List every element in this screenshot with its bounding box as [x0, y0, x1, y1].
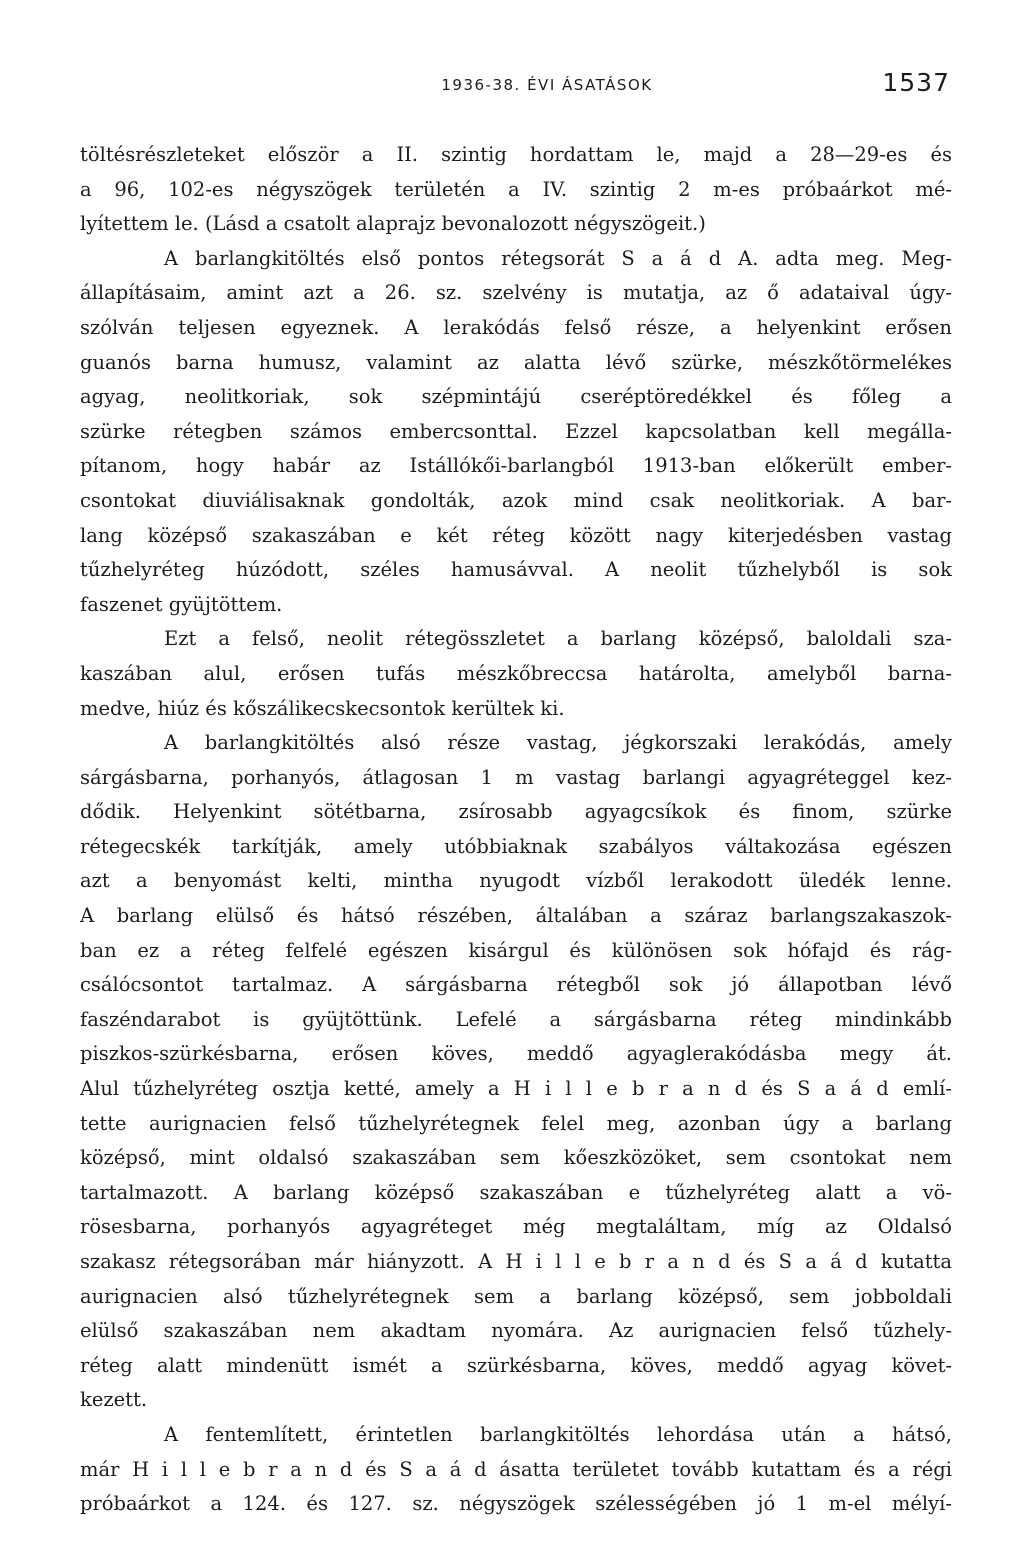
text-line: már H i l l e b r a n d és S a á d ásatta területet tovább kutattam és a régi [80, 1457, 952, 1481]
body-text [80, 138, 952, 1522]
text-line: rösesbarna, porhanyós agyagréteget még megtaláltam, míg az Oldalsó [80, 1215, 952, 1239]
text-line: elülső szakaszában nem akadtam nyomára. Az aurignacien felső tűzhely- [80, 1319, 952, 1343]
text-line: tette aurignacien felső tűzhelyrétegnek felel meg, azonban úgy a barlang [80, 1111, 952, 1135]
text-line: piszkos-szürkésbarna, erősen köves, meddő agyaglerakódásba megy át. [80, 1042, 952, 1066]
text-line: guanós barna humusz, valamint az alatta lévő szürke, mészkőtörmelékes [80, 350, 952, 374]
text-line: dődik. Helyenkint sötétbarna, zsírosabb agyagcsíkok és finom, szürke [80, 800, 952, 824]
running-title: 1936-38. ÉVI ÁSATÁSOK [441, 76, 653, 94]
text-line: sárgásbarna, porhanyós, átlagosan 1 m vastag barlangi agyagréteggel kez- [80, 765, 952, 789]
page-number: 1537 [882, 68, 950, 97]
text-line: kezett. [80, 1388, 148, 1412]
text-line: töltésrészleteket először a II. szintig hordattam le, majd a 28—29-es és [80, 143, 952, 166]
text-line: szakasz rétegsorában már hiányzott. A H i l l e b r a n d és S a á d kutatta [80, 1250, 952, 1273]
text-line: szürke rétegben számos embercsonttal. Ezzel kapcsolatban kell megálla- [80, 419, 952, 443]
text-line: agyag, neolitkoriak, sok szépmintájú cseréptöredékkel és főleg a [80, 385, 952, 409]
text-line: réteg alatt mindenütt ismét a szürkésbarna, köves, meddő agyag követ- [80, 1353, 952, 1377]
text-line: próbaárkot a 124. és 127. sz. négyszögek szélességében jó 1 m-el mélyí- [80, 1492, 952, 1516]
text-line: faszéndarabot is gyüjtöttünk. Lefelé a sárgásbarna réteg mindinkább [80, 1007, 952, 1031]
text-line: lyítettem le. (Lásd a csatolt alaprajz bevonalozott négyszögeit.) [80, 212, 706, 236]
text-line: csontokat diuviálisaknak gondolták, azok mind csak neolitkoriak. A bar- [80, 488, 952, 512]
text-line: pítanom, hogy habár az Istállókői-barlangból 1913-ban előkerült ember- [80, 454, 952, 478]
text-line: azt a benyomást kelti, mintha nyugodt vízből lerakodott üledék lenne. [80, 869, 952, 893]
text-line: ban ez a réteg felfelé egészen kisárgul és különösen sok hófajd és rág- [80, 938, 952, 962]
text-line: tűzhelyréteg húzódott, széles hamusávval. A neolit tűzhelyből is sok [80, 558, 952, 582]
text-line: A barlangkitöltés alsó része vastag, jégkorszaki lerakódás, amely [164, 731, 952, 755]
text-line: aurignacien alsó tűzhelyrétegnek sem a barlang középső, sem jobboldali [80, 1284, 952, 1308]
text-line: a 96, 102-es négyszögek területén a IV. szintig 2 m-es próbaárkot mé- [80, 177, 952, 201]
text-line: rétegecskék tarkítják, amely utóbbiaknak szabályos váltakozása egészen [80, 834, 952, 858]
text-line: A barlangkitöltés első pontos rétegsorát S a á d A. adta meg. Meg- [164, 246, 952, 270]
text-line: A barlang elülső és hátsó részében, általában a száraz barlangszakaszok- [80, 904, 952, 928]
text-line: Ezt a felső, neolit rétegösszletet a barlang középső, baloldali sza- [164, 627, 952, 651]
text-line: középső, mint oldalsó szakaszában sem kőeszközöket, sem csontokat nem [80, 1146, 952, 1170]
text-line: A fentemlített, érintetlen barlangkitöltés lehordása után a hátsó, [164, 1422, 952, 1446]
running-header [80, 68, 950, 102]
text-line: állapításaim, amint azt a 26. sz. szelvény is mutatja, az ő adataival úgy- [80, 281, 952, 305]
text-line: faszenet gyüjtöttem. [80, 592, 283, 616]
text-line: kaszában alul, erősen tufás mészkőbreccsa határolta, amelyből barna- [80, 661, 952, 685]
text-line: szólván teljesen egyeznek. A lerakódás felső része, a helyenkint erősen [80, 315, 952, 339]
text-line: Alul tűzhelyréteg osztja ketté, amely a H i l l e b r a n d és S a á d emlí- [80, 1077, 952, 1101]
text-line: tartalmazott. A barlang középső szakaszában e tűzhelyréteg alatt a vö- [80, 1180, 952, 1204]
text-line: medve, hiúz és kőszálikecskecsontok kerültek ki. [80, 696, 565, 720]
text-line: lang középső szakaszában e két réteg között nagy kiterjedésben vastag [80, 523, 952, 547]
text-line: csálócsontot tartalmaz. A sárgásbarna rétegből sok jó állapotban lévő [80, 973, 952, 997]
